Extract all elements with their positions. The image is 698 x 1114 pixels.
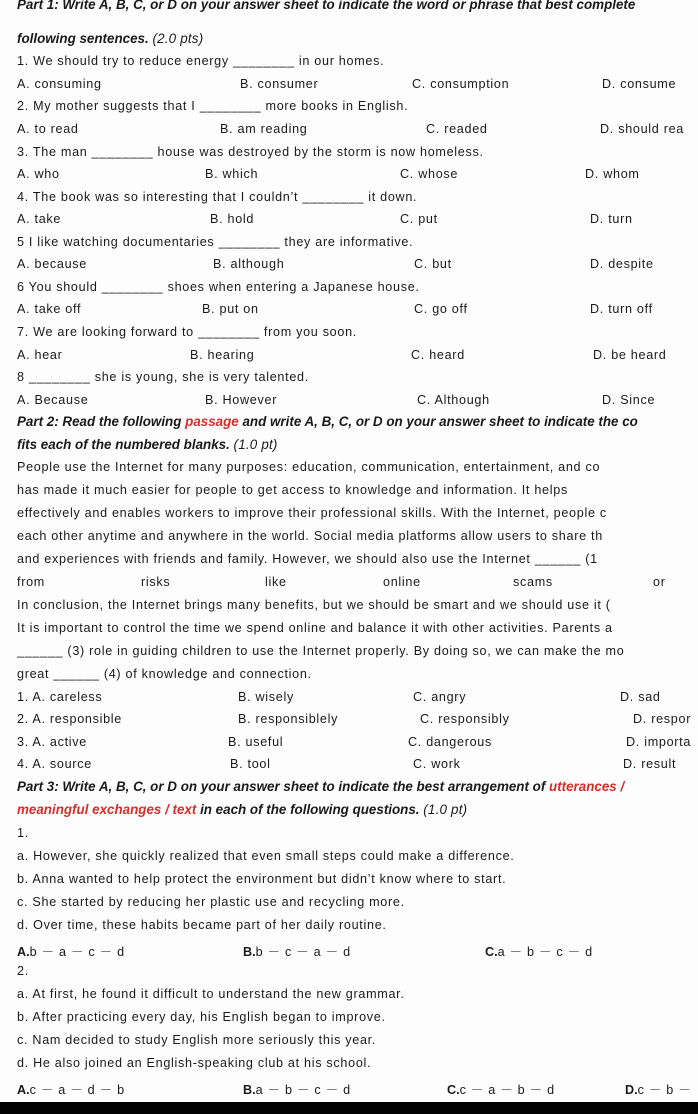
option-c[interactable]: C. heard [411,348,465,362]
passage-line: It is important to control the time we spend online and balance it with other activities. Parents a [17,621,613,635]
option-b[interactable]: B.b － c － a － d [243,945,351,959]
option-c[interactable]: C. work [413,757,461,771]
option-d[interactable]: D. should rea [600,122,685,136]
option-a[interactable]: A.c － a － d － b [17,1083,125,1097]
utterance-line: c. She started by reducing her plastic use and recycling more. [17,895,405,909]
utterance-line: c. Nam decided to study English more seriously this year. [17,1033,377,1047]
option-b[interactable]: B. hold [210,212,255,226]
option-d[interactable]: D. importa [626,735,692,749]
option-c[interactable]: C. go off [414,302,468,316]
option-d[interactable]: D. turn [590,212,633,226]
option-c[interactable]: C. angry [413,690,467,704]
question-5-options [0,257,698,273]
utterance-line: b. After practicing every day, his English began to improve. [17,1010,386,1024]
arrangement-2-number: 2. [17,964,29,978]
question-5-text: 5 I like watching documentaries ________ they are informative. [17,235,414,249]
option-d[interactable]: D. respor [633,712,692,726]
passage-line: has made it much easier for people to get access to knowledge and information. It helps [17,483,568,497]
word-option: from [17,575,45,589]
question-3-text: 3. The man ________ house was destroyed by the storm is now homeless. [17,145,484,159]
utterance-line: a. However, she quickly realized that even small steps could make a difference. [17,849,515,863]
question-8-options [0,393,698,409]
utterance-line: d. Over time, these habits became part of her daily routine. [17,918,387,932]
option-a[interactable]: A. consuming [17,77,102,91]
blank-4-options [0,757,698,773]
blank-2-options [0,712,698,728]
option-b[interactable]: B.a － b － c － d [243,1083,351,1097]
question-8-text: 8 ________ she is young, she is very talented. [17,370,309,384]
option-d[interactable]: D. Since [602,393,656,407]
question-6-text: 6 You should ________ shoes when entering a Japanese house. [17,280,420,294]
option-a[interactable]: A. who [17,167,60,181]
option-d[interactable]: D. sad [620,690,661,704]
bottom-border [0,1102,698,1114]
option-a[interactable]: 3. A. active [17,735,88,749]
passage-line: and experiences with friends and family. However, we should also use the Internet ______ (1 [17,552,598,566]
question-4-options [0,212,698,228]
option-d[interactable]: D. be heard [593,348,667,362]
blank-3-options [0,735,698,751]
option-d[interactable]: D. result [623,757,677,771]
passage-line: People use the Internet for many purposes: education, communication, entertainment, and co [17,460,601,474]
option-b[interactable]: B. consumer [240,77,319,91]
option-d[interactable]: D. consume [602,77,677,91]
option-a[interactable]: A.b － a － c － d [17,945,125,959]
option-c[interactable]: C. dangerous [408,735,493,749]
part1-heading-cont: following sentences. (2.0 pts) [17,31,204,46]
utterance-line: b. Anna wanted to help protect the environment but didn’t know where to start. [17,872,507,886]
option-c[interactable]: C. but [414,257,452,271]
arrangement-1-options [0,941,698,957]
option-a[interactable]: 4. A. source [17,757,92,771]
option-a[interactable]: A. hear [17,348,63,362]
option-b[interactable]: B. However [205,393,278,407]
passage-line: In conclusion, the Internet brings many benefits, but we should be smart and we should use it ( [17,598,611,612]
option-d[interactable]: D. whom [585,167,640,181]
question-7-text: 7. We are looking forward to ________ from you soon. [17,325,357,339]
option-b[interactable]: B. tool [230,757,271,771]
option-c[interactable]: C. whose [400,167,459,181]
option-d[interactable]: D.c － b － [625,1083,692,1097]
question-7-options [0,348,698,364]
option-c[interactable]: C.a － b － c － d [485,945,593,959]
question-1-text: 1. We should try to reduce energy ________ in our homes. [17,54,385,68]
question-1-options [0,77,698,93]
question-2-options [0,122,698,138]
blank-1-options [0,690,698,706]
option-b[interactable]: B. although [213,257,285,271]
option-c[interactable]: C. readed [426,122,488,136]
word-option: scams [513,575,553,589]
option-c[interactable]: C.c － a － b － d [447,1083,555,1097]
question-3-options [0,167,698,183]
option-b[interactable]: B. useful [228,735,284,749]
question-4-text: 4. The book was so interesting that I couldn’t ________ it down. [17,190,418,204]
part2-heading: Part 2: Read the following passage and write A, B, C, or D on your answer sheet to indicate the co [17,414,638,429]
option-b[interactable]: B. put on [202,302,259,316]
option-a[interactable]: A. to read [17,122,79,136]
passage-line: effectively and enables workers to improve their professional skills. With the Internet, people c [17,506,607,520]
option-c[interactable]: C. responsibly [420,712,510,726]
word-option: online [383,575,421,589]
option-a[interactable]: 2. A. responsible [17,712,123,726]
option-c[interactable]: C. consumption [412,77,510,91]
passage-line: great ______ (4) of knowledge and connection. [17,667,312,681]
option-c[interactable]: C. put [400,212,438,226]
arrangement-2-options [0,1079,698,1095]
option-b[interactable]: B. responsiblely [238,712,339,726]
part3-heading-cont: meaningful exchanges / text in each of the following questions. (1.0 pt) [17,802,468,817]
option-a[interactable]: A. take [17,212,62,226]
passage-line: each other anytime and anywhere in the world. Social media platforms allow users to share th [17,529,603,543]
option-b[interactable]: B. hearing [190,348,255,362]
utterance-line: d. He also joined an English-speaking club at his school. [17,1056,372,1070]
option-b[interactable]: B. am reading [220,122,308,136]
option-d[interactable]: D. despite [590,257,654,271]
utterance-line: a. At first, he found it difficult to understand the new grammar. [17,987,405,1001]
word-options-row [0,575,698,591]
option-a[interactable]: 1. A. careless [17,690,103,704]
option-a[interactable]: A. Because [17,393,89,407]
option-a[interactable]: A. take off [17,302,82,316]
part2-heading-cont: fits each of the numbered blanks. (1.0 pt) [17,437,278,452]
passage-line: ______ (3) role in guiding children to use the Internet properly. By doing so, we can make the mo [17,644,625,658]
word-option: or [653,575,666,589]
option-a[interactable]: A. because [17,257,88,271]
question-6-options [0,302,698,318]
question-2-text: 2. My mother suggests that I ________ more books in English. [17,99,409,113]
arrangement-1-number: 1. [17,826,29,840]
option-b[interactable]: B. which [205,167,259,181]
option-c[interactable]: C. Although [417,393,490,407]
option-b[interactable]: B. wisely [238,690,294,704]
part1-heading: Part 1: Write A, B, C, or D on your answer sheet to indicate the word or phrase that best complete [17,0,636,12]
option-d[interactable]: D. turn off [590,302,653,316]
part3-heading: Part 3: Write A, B, C, or D on your answer sheet to indicate the best arrangement of utterances / [17,779,625,794]
word-option: risks [141,575,171,589]
word-option: like [265,575,287,589]
